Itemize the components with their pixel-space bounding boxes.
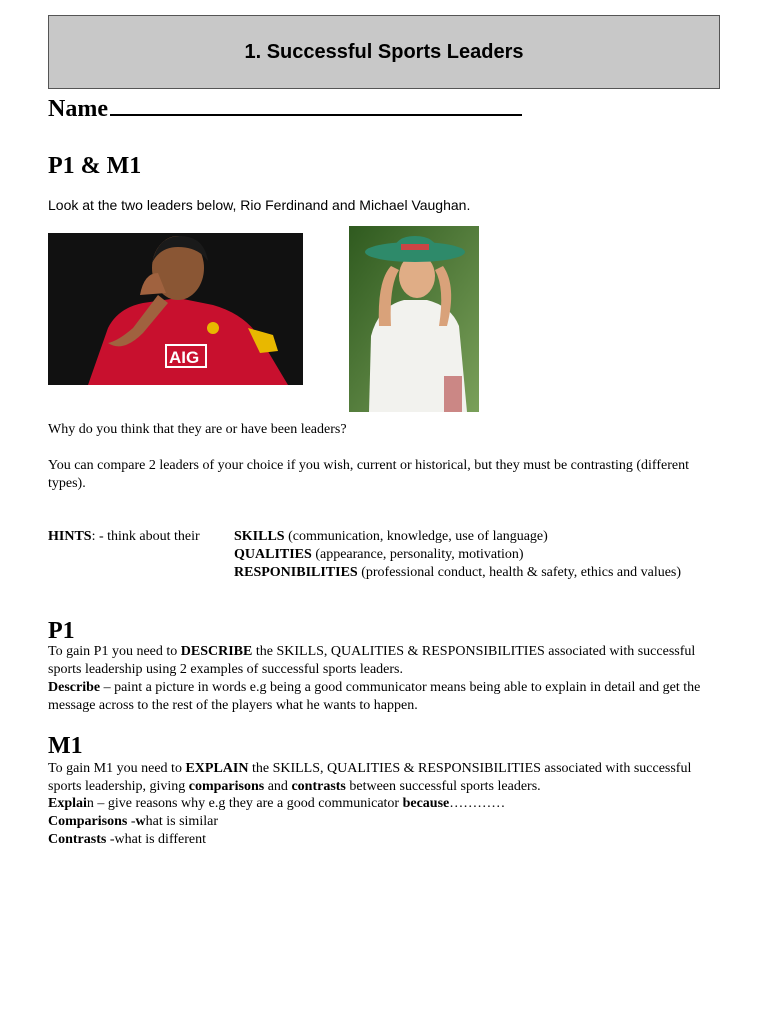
hint-term: RESPONIBILITIES bbox=[234, 565, 358, 580]
explain-dots: ………… bbox=[449, 796, 506, 811]
comparisons-w: w bbox=[135, 814, 146, 829]
leader-photo-footballer bbox=[48, 233, 303, 385]
hint-term: QUALITIES bbox=[234, 547, 312, 562]
describe-term: Describe bbox=[48, 680, 101, 695]
name-field bbox=[48, 90, 522, 123]
leader-photo-cricketer bbox=[349, 226, 479, 412]
hints-label-bold: HINTS bbox=[48, 529, 92, 544]
comparisons-text: hat is similar bbox=[145, 814, 218, 829]
explain-text: n – give reasons why e.g they are a good communicator bbox=[86, 796, 403, 811]
hint-item bbox=[234, 546, 704, 564]
intro-text: Look at the two leaders below, Rio Ferdinand and Michael Vaughan. bbox=[48, 197, 471, 213]
m1-and: and bbox=[264, 779, 292, 794]
hints-list bbox=[234, 528, 704, 582]
svg-text:AIG: AIG bbox=[169, 348, 200, 367]
m1-paragraph bbox=[48, 760, 708, 796]
p1-describe bbox=[48, 679, 718, 715]
hint-item bbox=[234, 528, 704, 546]
question-leaders: Why do you think that they are or have been leaders? bbox=[48, 422, 347, 437]
m1-explain bbox=[48, 795, 718, 813]
section-heading-p1m1: P1 & M1 bbox=[48, 153, 142, 179]
comparisons-term: Comparisons bbox=[48, 814, 128, 829]
contrasts-term: Contrasts bbox=[48, 832, 107, 847]
hint-detail: (communication, knowledge, use of language) bbox=[284, 529, 548, 544]
explain-because: because bbox=[402, 796, 450, 811]
m1-text-3: between successful sports leaders. bbox=[345, 779, 541, 794]
name-label: Name bbox=[48, 96, 108, 122]
name-underline bbox=[110, 90, 522, 116]
hint-detail: (professional conduct, health & safety, ethics and values) bbox=[357, 565, 682, 580]
p1-keyword: DESCRIBE bbox=[180, 644, 253, 659]
hint-detail: (appearance, personality, motivation) bbox=[311, 547, 524, 562]
hints-label bbox=[48, 528, 200, 546]
m1-text: To gain M1 you need to bbox=[48, 761, 186, 776]
describe-text: – paint a picture in words e.g being a good communicator means being able to explain in detail and get the message across to the rest of the players what he wants to happen. bbox=[48, 680, 701, 713]
p1-text-rest: the SKILLS, QUALITIES & RESPONSIBILITIES associated with successful sports leadership using 2 examples of successful sports leaders. bbox=[48, 644, 696, 677]
m1-contrasts-line bbox=[48, 831, 206, 849]
section-heading-m1: M1 bbox=[48, 733, 83, 759]
hint-term: SKILLS bbox=[234, 529, 285, 544]
m1-contrasts: contrasts bbox=[291, 779, 346, 794]
m1-comparisons-line bbox=[48, 813, 218, 831]
title-box bbox=[48, 15, 720, 89]
p1-paragraph bbox=[48, 643, 708, 679]
section-heading-p1: P1 bbox=[48, 618, 75, 644]
m1-comparisons: comparisons bbox=[188, 779, 265, 794]
question-compare: You can compare 2 leaders of your choice if you wish, current or historical, but they must be contrasting (different types). bbox=[48, 458, 689, 491]
explain-term: Explai bbox=[48, 796, 87, 811]
page-title: 1. Successful Sports Leaders bbox=[244, 40, 524, 63]
p1-text: To gain P1 you need to bbox=[48, 644, 181, 659]
hints-label-rest: : - think about their bbox=[91, 529, 200, 544]
comparisons-sep: - bbox=[127, 814, 136, 829]
contrasts-text: -what is different bbox=[106, 832, 206, 847]
m1-text-2: the SKILLS, QUALITIES & RESPONSIBILITIES associated with successful sports leadership, giving bbox=[48, 761, 692, 794]
hint-item bbox=[234, 564, 704, 582]
m1-keyword: EXPLAIN bbox=[185, 761, 249, 776]
